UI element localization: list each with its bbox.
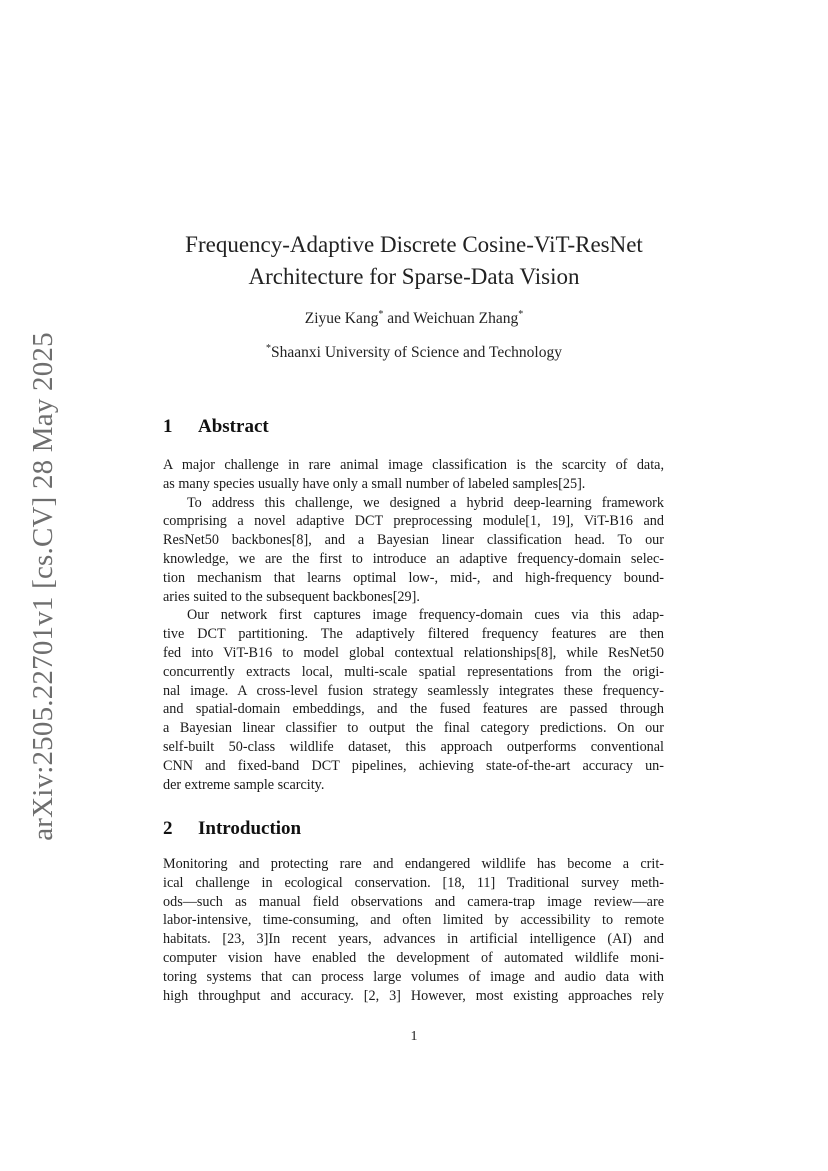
text-line: aries suited to the subsequent backbones[29]. [163, 588, 420, 605]
text-line: comprising a novel adaptive DCT preprocessing module[1, 19], ViT-B16 and [163, 513, 664, 530]
author-connector: and [383, 310, 414, 327]
introduction-text [163, 855, 664, 1005]
text-line: concurrently extracts local, multi-scale spatial representations from the origi- [163, 663, 664, 680]
text-line: ResNet50 backbones[8], and a Bayesian linear classification head. To our [163, 532, 664, 549]
affiliation [150, 342, 678, 364]
author-name: Weichuan Zhang [413, 310, 519, 327]
title-line: Architecture for Sparse-Data Vision [248, 264, 580, 289]
section-number: 1 [163, 416, 173, 437]
affiliation-mark: * [266, 342, 272, 354]
text-line: toring systems that can process large volumes of image and audio data with [163, 968, 664, 985]
text-line: ical challenge in ecological conservation. [18, 11] Traditional survey meth- [163, 874, 664, 891]
arxiv-stamp [23, 331, 63, 841]
section-title: Abstract [198, 416, 269, 437]
abstract-text [163, 456, 664, 794]
section-heading-introduction [163, 818, 301, 840]
text-line: tive DCT partitioning. The adaptively filtered frequency features are then [163, 626, 664, 643]
affiliation-name: Shaanxi University of Science and Technology [271, 344, 562, 361]
title-line: Frequency-Adaptive Discrete Cosine-ViT-ResNet [185, 232, 643, 257]
text-line: and spatial-domain embeddings, and the fused features are passed through [163, 701, 664, 718]
page-number: 1 [410, 1029, 418, 1044]
text-line: a Bayesian linear classifier to output the final category predictions. On our [163, 720, 664, 737]
author-name: Ziyue Kang [304, 310, 379, 327]
text-line: self-built 50-class wildlife dataset, this approach outperforms conventional [163, 738, 664, 755]
text-line: Our network first captures image frequency-domain cues via this adap- [187, 607, 664, 624]
section-title: Introduction [198, 818, 302, 839]
section-number: 2 [163, 818, 173, 839]
text-line: as many species usually have only a small number of labeled samples[25]. [163, 475, 586, 492]
affiliation-mark: * [518, 308, 524, 320]
arxiv-identifier: arXiv:2505.22701v1 [cs.CV] 28 May 2025 [26, 331, 59, 841]
text-line: high throughput and accuracy. [2, 3] However, most existing approaches rely [163, 987, 664, 1004]
text-line: labor-intensive, time-consuming, and often limited by accessibility to remote [163, 912, 664, 929]
affiliation-mark: * [378, 308, 384, 320]
text-line: fed into ViT-B16 to model global contextual relationships[8], while ResNet50 [163, 644, 664, 661]
paper-title [150, 229, 678, 293]
text-line: ods—such as manual field observations and camera-trap image review—are [163, 893, 664, 910]
text-line: nal image. A cross-level fusion strategy seamlessly integrates these frequency- [163, 682, 664, 699]
author-list [150, 308, 678, 330]
text-line: knowledge, we are the first to introduce an adaptive frequency-domain selec- [163, 550, 664, 567]
text-line: der extreme sample scarcity. [163, 776, 325, 793]
text-line: Monitoring and protecting rare and endangered wildlife has become a crit- [163, 856, 664, 872]
text-line: habitats. [23, 3]In recent years, advances in artificial intelligence (AI) and [163, 931, 664, 948]
text-line: computer vision have enabled the development of automated wildlife moni- [163, 949, 664, 966]
text-line: A major challenge in rare animal image classification is the scarcity of data, [163, 457, 664, 473]
section-heading-abstract [163, 416, 269, 438]
text-line: tion mechanism that learns optimal low-, mid-, and high-frequency bound- [163, 569, 664, 586]
text-line: CNN and fixed-band DCT pipelines, achieving state-of-the-art accuracy un- [163, 757, 664, 774]
text-line: To address this challenge, we designed a hybrid deep-learning framework [187, 494, 664, 511]
